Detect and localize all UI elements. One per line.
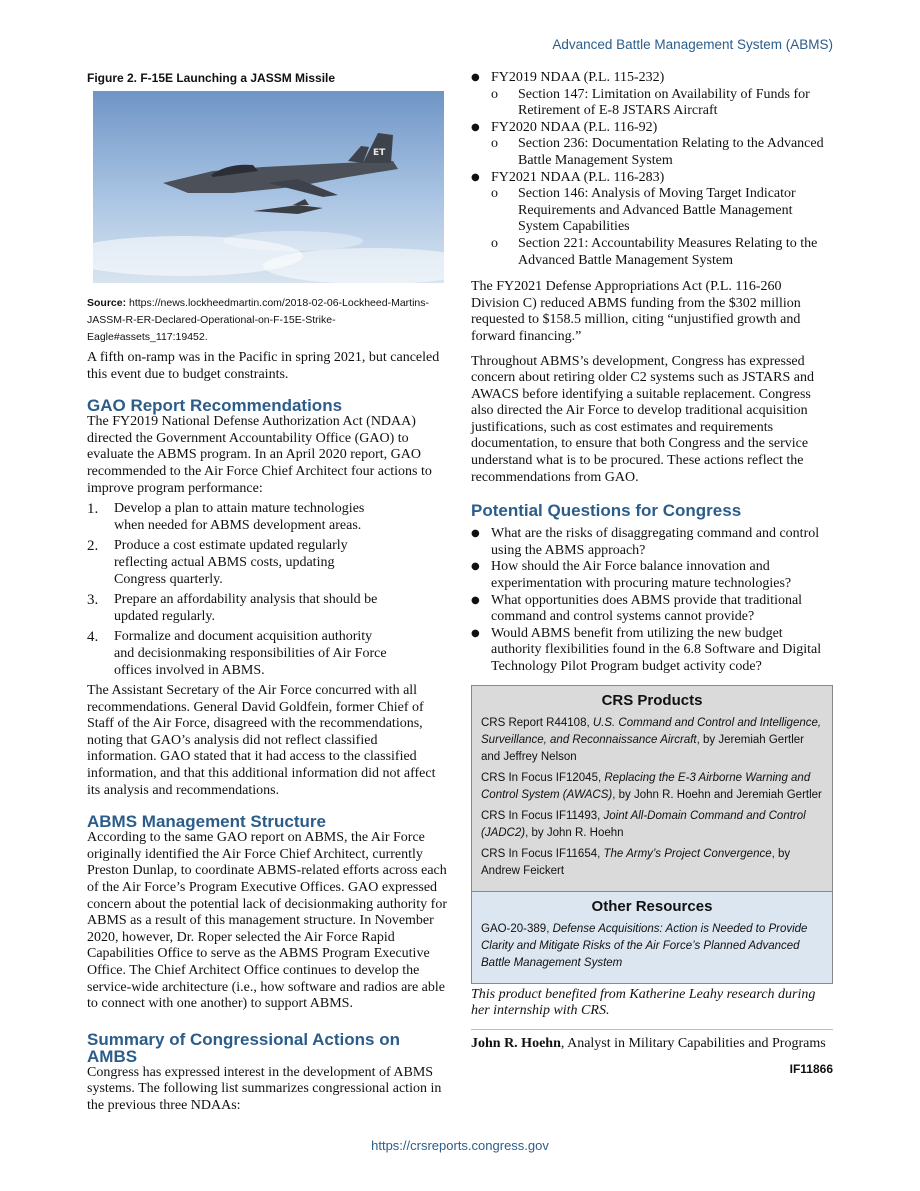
sub-list — [471, 87, 833, 120]
item-text: FY2021 NDAA (P.L. 116-283) — [491, 169, 665, 185]
summary-paragraph: Congress has expressed interest in the development of ABMS systems. The following list summarizes congressional action in the previous three NDAAs: — [87, 1064, 442, 1113]
item-suffix: , by Andrew Feickert — [481, 847, 791, 877]
item-text: What opportunities does ABMS provide that traditional command and control systems cannot provide? — [491, 592, 803, 625]
right-column — [471, 70, 833, 1076]
list-item — [471, 70, 833, 87]
bullet-icon: ● — [471, 72, 480, 83]
divider — [471, 1029, 833, 1030]
questions-list — [471, 526, 833, 675]
item-suffix: , by John R. Hoehn — [525, 826, 624, 839]
footer-url[interactable]: https://crsreports.congress.gov — [371, 1138, 549, 1153]
crs-products-heading: CRS Products — [601, 691, 703, 709]
circle-bullet-icon: o — [491, 86, 498, 102]
document-id: IF11866 — [789, 1062, 833, 1077]
circle-bullet-icon: o — [491, 186, 498, 202]
item-title: Defense Acquisitions: Action is Needed to Provide Clarity and Mitigate Risks of the Air Force’s Planned Advanced Battle Management System — [481, 922, 808, 969]
figure-photo — [93, 91, 444, 283]
running-header: Advanced Battle Management System (ABMS) — [552, 37, 833, 52]
item-suffix: , by John R. Hoehn and Jeremiah Gertler — [612, 788, 822, 801]
item-text: FY2020 NDAA (P.L. 116-92) — [491, 119, 658, 135]
item-text: Produce a cost estimate updated regularly reflecting actual ABMS costs, updating Congress quarterly. — [114, 538, 348, 587]
item-prefix: CRS In Focus IF12045, — [481, 771, 605, 784]
item-number: 2. — [87, 538, 99, 555]
item-text: Formalize and document acquisition authority and decisionmaking responsibilities of Air Force offices involved in ABMS. — [114, 629, 387, 678]
item-prefix: CRS Report R44108, — [481, 716, 593, 729]
bullet-icon: ● — [471, 121, 480, 133]
recommendation-list — [87, 501, 449, 679]
ndaa-list — [471, 70, 833, 269]
item-text: Prepare an affordability analysis that should be updated regularly. — [114, 592, 378, 624]
sub-list — [471, 186, 833, 269]
circle-bullet-icon: o — [491, 235, 498, 251]
author-role: , Analyst in Military Capabilities and Programs — [560, 1035, 826, 1051]
bullet-icon: ● — [471, 594, 480, 606]
bullet-icon: ● — [471, 171, 480, 183]
list-item — [87, 629, 449, 679]
bullet-icon: ● — [471, 627, 480, 639]
management-heading: ABMS Management Structure — [87, 812, 326, 832]
item-number: 1. — [87, 501, 99, 518]
crs-product-item[interactable] — [481, 715, 823, 766]
item-text: Develop a plan to attain mature technologies when needed for ABMS development areas. — [114, 501, 365, 533]
tail-code: ET — [373, 148, 386, 158]
sub-list — [471, 136, 833, 169]
figure-source — [87, 295, 449, 346]
sub-item-text: Section 147: Limitation on Availability of Funds for Retirement of E-8 JSTARS Aircraft — [518, 86, 810, 119]
questions-heading: Potential Questions for Congress — [471, 501, 742, 521]
gao-heading: GAO Report Recommendations — [87, 396, 343, 416]
item-prefix: CRS In Focus IF11654, — [481, 847, 604, 860]
figure-caption: Figure 2. F-15E Launching a JASSM Missile — [87, 71, 336, 85]
sub-list-wrapper — [471, 186, 833, 269]
bullet-icon: ● — [471, 561, 480, 573]
management-paragraph: According to the same GAO report on ABMS, the Air Force originally identified the Air Force Chief Architect, currently Preston Dunlap, to coordinate ABMS-related efforts across each of the Air Force’s Program Executive Offices. GAO expressed concern about the potential lack of decisionmaking authority for ABMS as a result of this management structure. In November 2020, however, Dr. Roper selected the Air Force Rapid Capabilities Office to serve as the ABMS Program Executive Office. The Chief Architect Office continues to develop the service-wide architecture (i.e., how software and radios are able to connect with one another) to support ABMS. — [87, 830, 447, 1012]
other-resources-heading: Other Resources — [591, 897, 713, 915]
item-text: FY2019 NDAA (P.L. 115-232) — [491, 70, 665, 85]
gao-paragraph: The FY2019 National Defense Authorization Act (NDAA) directed the Government Accountability Office (GAO) to evaluate the ABMS program. In an April 2020 report, GAO recommended to the Air Force Chief Architect four actions to improve program performance: — [87, 414, 432, 496]
item-text: Would ABMS benefit from utilizing the new budget authority flexibilities found in the 6.8 Software and Digital Technology Pilot Program budget activity code? — [491, 625, 822, 674]
item-prefix: CRS In Focus IF11493, — [481, 809, 604, 822]
crs-products-section — [472, 686, 832, 891]
item-title: The Army’s Project Convergence — [603, 847, 772, 860]
item-title: U.S. Command and Control and Intelligence, Surveillance, and Reconnaissance Aircraft — [481, 716, 822, 746]
list-item — [87, 592, 449, 625]
item-suffix: , by Jeremiah Gertler and Jeffrey Nelson — [481, 733, 805, 763]
list-item — [471, 593, 833, 626]
throughout-paragraph: Throughout ABMS’s development, Congress has expressed concern about retiring older C2 systems such as JSTARS and AWACS before identifying a suitable replacement. Congress also directed the Air Force to develop traditional acquisition justifications, such as cost estimates and requirements documentation, to ensure that both Congress and the service understand what is to be procured. These actions reflect the recommendations from GAO. — [471, 353, 814, 485]
author-line — [471, 1036, 833, 1053]
list-item — [471, 170, 833, 187]
resources-box — [471, 685, 833, 984]
sub-list-wrapper — [471, 136, 833, 169]
left-column — [87, 70, 449, 1115]
list-item — [87, 538, 449, 588]
list-item — [471, 559, 833, 592]
sub-item-text: Section 146: Analysis of Moving Target Indicator Requirements and Advanced Battle Management System Capabilities — [518, 186, 796, 235]
gao-paragraph-2: The Assistant Secretary of the Air Force concurred with all recommendations. General David Goldfein, former Chief of Staff of the Air Force, disagreed with the recommendations, noting that GAO’s analysis did not reflect classified information. GAO stated that it had access to the classified information, and that this additional information did not affect its analysis and recommendations. — [87, 683, 436, 798]
other-resources-section — [472, 891, 832, 983]
item-title: Joint All-Domain Command and Control (JADC2) — [481, 809, 806, 839]
item-text: What are the risks of disaggregating command and control using the ABMS approach? — [491, 526, 820, 558]
source-url[interactable]: https://news.lockheedmartin.com/2018-02-06-Lockheed-Martins-JASSM-R-ER-Declared-Operational-on-F-15E-Strike-Eagle#assets_117:19452. — [87, 297, 429, 343]
sub-item-text: Section 236: Documentation Relating to the Advanced Battle Management System — [518, 136, 824, 168]
sub-item-text: Section 221: Accountability Measures Relating to the Advanced Battle Management System — [518, 235, 818, 268]
item-prefix: GAO-20-389, — [481, 922, 553, 935]
item-number: 3. — [87, 592, 99, 609]
summary-heading: Summary of Congressional Actions on AMBS — [87, 1029, 400, 1066]
sub-list-wrapper — [471, 87, 833, 120]
sub-item — [491, 136, 833, 169]
sub-item — [491, 186, 833, 236]
other-resource-item[interactable] — [481, 921, 823, 972]
list-item — [87, 501, 449, 534]
appropriations-paragraph: The FY2021 Defense Appropriations Act (P.L. 116-260 Division C) reduced ABMS funding from the $302 million requested to $158.5 million, citing “unjustified growth and forward financing.” — [471, 279, 801, 344]
circle-bullet-icon: o — [491, 136, 498, 152]
intro-paragraph: A fifth on-ramp was in the Pacific in spring 2021, but canceled this event due to budget constraints. — [87, 350, 440, 382]
sub-item — [491, 236, 833, 269]
author-name: John R. Hoehn — [471, 1035, 561, 1051]
list-item — [471, 626, 833, 676]
item-title: Replacing the E-3 Airborne Warning and Control System (AWACS) — [481, 771, 811, 801]
crs-product-item[interactable] — [481, 846, 823, 880]
crs-product-item[interactable] — [481, 808, 823, 842]
list-item — [471, 526, 833, 559]
item-text: How should the Air Force balance innovation and experimentation with procuring mature technologies? — [491, 559, 792, 592]
crs-product-item[interactable] — [481, 770, 823, 804]
list-item — [471, 120, 833, 137]
sub-item — [491, 87, 833, 120]
bullet-icon: ● — [471, 528, 480, 540]
acknowledgment-note: This product benefited from Katherine Leahy research during her internship with CRS. — [471, 986, 816, 1019]
item-number: 4. — [87, 629, 99, 646]
source-label: Source: — [87, 297, 127, 309]
